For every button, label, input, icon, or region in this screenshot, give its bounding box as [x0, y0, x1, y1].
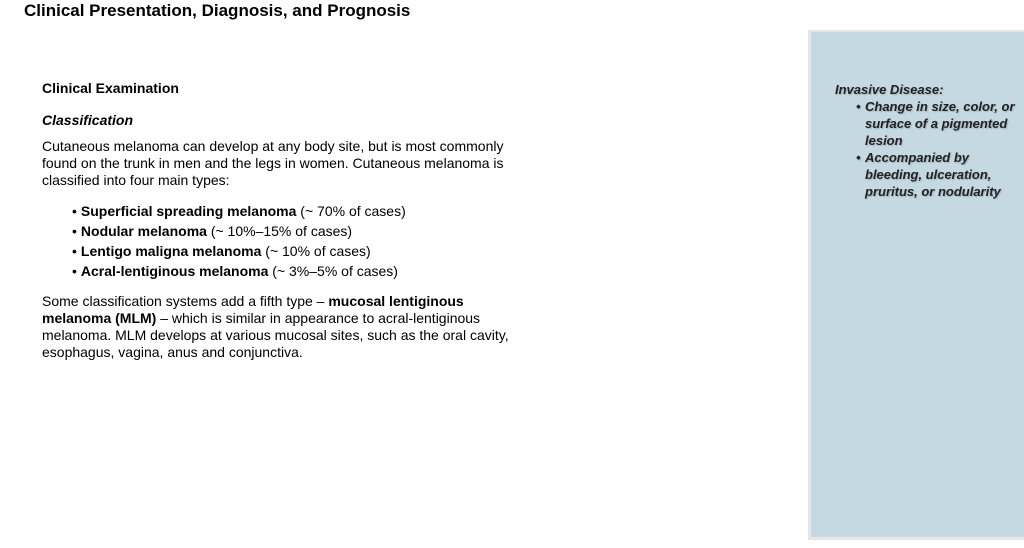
fifth-type-paragraph — [42, 293, 512, 361]
page-title: Clinical Presentation, Diagnosis, and Prognosis — [24, 1, 411, 20]
list-item — [72, 201, 512, 221]
sidebar-panel — [811, 32, 1024, 537]
type-detail: (~ 10% of cases) — [261, 243, 371, 259]
section-heading: Clinical Examination — [42, 80, 179, 96]
type-detail: (~ 70% of cases) — [296, 203, 406, 219]
fifth-type-after: – which is similar in appearance to acral-lentiginous melanoma. MLM develops at various mucosal sites, such as the oral cavity, esophagus, vagina, anus and conjunctiva. — [42, 310, 509, 360]
main-content — [42, 78, 512, 361]
sidebar-list — [835, 98, 1024, 200]
type-name: Superficial spreading melanoma — [80, 203, 297, 219]
bullet-icon: • — [72, 263, 77, 279]
type-detail: (~ 10%–15% of cases) — [206, 223, 353, 239]
fifth-type-name: mucosal lentiginous melanoma (MLM) — [42, 293, 464, 326]
list-item — [72, 261, 512, 281]
fifth-type-before: Some classification systems add a fifth type – — [42, 293, 329, 309]
type-name: Acral-lentiginous melanoma — [80, 263, 269, 279]
bullet-icon: • — [72, 203, 77, 219]
classification-subheading: Classification — [42, 112, 134, 128]
type-name: Lentigo maligna melanoma — [80, 243, 262, 259]
type-detail: (~ 3%–5% of cases) — [268, 263, 398, 279]
intro-paragraph: Cutaneous melanoma can develop at any body site, but is most commonly found on the trunk in men and the legs in women. Cutaneous melanoma is classified into four main types: — [42, 138, 504, 188]
sidebar-title: Invasive Disease: — [835, 82, 944, 97]
list-item: • Accompanied by bleeding, ulceration, pruritus, or nodularity — [857, 149, 1015, 200]
type-name: Nodular melanoma — [80, 223, 207, 239]
bullet-icon: • — [72, 223, 77, 239]
list-item — [72, 241, 512, 261]
melanoma-types-list — [42, 201, 512, 281]
sidebar-content — [835, 81, 1024, 200]
bullet-icon: • — [72, 243, 77, 259]
list-item: • Change in size, color, or surface of a pigmented lesion — [857, 98, 1015, 149]
list-item — [72, 221, 512, 241]
